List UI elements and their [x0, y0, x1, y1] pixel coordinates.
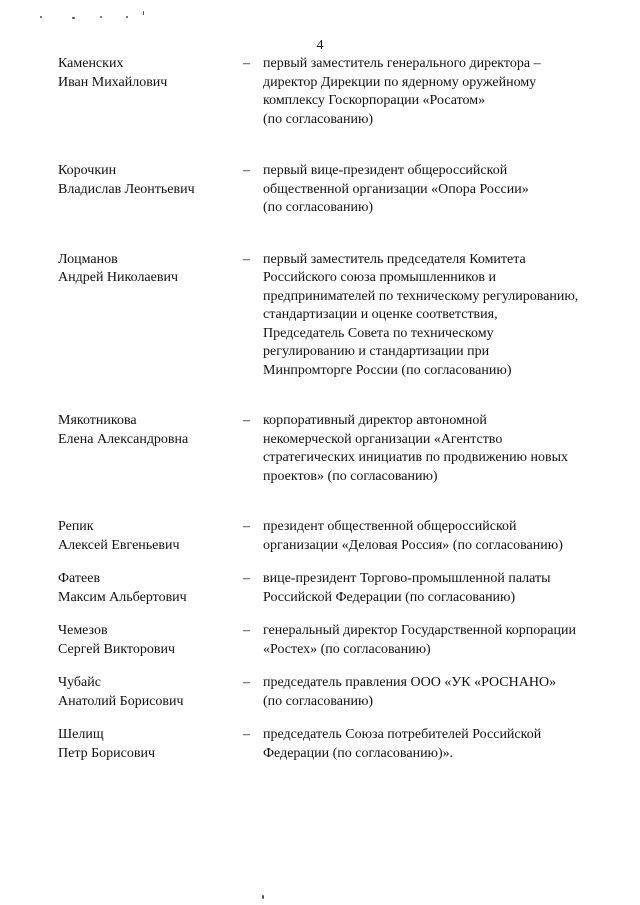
member-position — [263, 570, 603, 607]
member-entry — [58, 726, 603, 763]
position-line: регулированию и стандартизации при — [263, 344, 490, 359]
members-list — [58, 55, 603, 763]
dash-separator: – — [243, 163, 250, 178]
member-given-names: Петр Борисович — [58, 745, 156, 761]
member-entry — [58, 251, 603, 381]
position-line: «Ростех» (по согласованию) — [263, 641, 431, 657]
position-line: (по согласованию) — [263, 200, 374, 215]
dash-separator: – — [243, 571, 250, 586]
member-name — [58, 622, 243, 659]
position-line: (по согласованию) — [263, 111, 374, 127]
member-surname: Каменских — [58, 56, 124, 71]
member-position — [263, 412, 603, 486]
dash-separator: – — [243, 675, 250, 690]
position-line: президент общественной общероссийской — [263, 519, 517, 534]
dash-separator: – — [243, 56, 250, 71]
member-name — [58, 251, 243, 288]
member-entry — [58, 622, 603, 659]
member-surname: Чубайс — [58, 675, 101, 690]
position-line: Российского союза промышленников и — [263, 270, 496, 285]
member-surname: Репик — [58, 519, 94, 534]
page-number: 4 — [316, 38, 324, 53]
position-line: директор Дирекции по ядерному оружейному — [263, 74, 537, 90]
member-position — [263, 726, 603, 763]
member-given-names: Максим Альбертович — [58, 589, 187, 605]
member-entry — [58, 162, 603, 218]
member-position — [263, 674, 603, 711]
position-line: первый вице-президент общероссийской — [263, 163, 508, 178]
dash-separator: – — [243, 413, 250, 428]
member-entry — [58, 674, 603, 711]
member-surname: Лоцманов — [58, 251, 118, 267]
member-entry — [58, 570, 603, 607]
position-line: общественной организации «Опора России» — [263, 181, 529, 197]
position-line: комплексу Госкорпорации «Росатом» — [263, 93, 486, 108]
member-surname: Фатеев — [58, 571, 101, 586]
scan-speck — [100, 16, 102, 18]
position-line: председатель правления ООО «УК «РОСНАНО» — [263, 675, 557, 690]
member-name — [58, 55, 243, 92]
position-line: председатель Союза потребителей Российской — [263, 727, 542, 742]
member-name — [58, 162, 243, 199]
position-line: первый заместитель председателя Комитета — [263, 251, 526, 267]
scan-speck — [72, 17, 75, 19]
member-position — [263, 162, 603, 218]
member-position — [263, 55, 603, 129]
position-line: Российской Федерации (по согласованию) — [263, 589, 516, 605]
member-name — [58, 518, 243, 555]
dash-separator: – — [243, 251, 250, 267]
member-given-names: Владислав Леонтьевич — [58, 181, 195, 197]
member-surname: Шелищ — [58, 727, 104, 742]
position-line: (по согласованию) — [263, 693, 374, 709]
scan-speck — [143, 11, 144, 15]
scan-speck — [126, 16, 128, 18]
member-surname: Мякотникова — [58, 413, 137, 428]
scan-speck — [262, 895, 264, 899]
member-given-names: Елена Александровна — [58, 431, 189, 447]
position-line: стандартизации и оценке соответствия, — [263, 307, 498, 322]
member-name — [58, 570, 243, 607]
member-entry — [58, 412, 603, 486]
position-line: вице-президент Торгово-промышленной палаты — [263, 571, 551, 586]
position-line: Минпромторге России (по согласованию) — [263, 362, 512, 378]
member-name — [58, 674, 243, 711]
position-line: организации «Деловая Россия» (по согласованию) — [263, 537, 563, 553]
member-given-names: Анатолий Борисович — [58, 693, 184, 709]
dash-separator: – — [243, 623, 250, 638]
member-given-names: Иван Михайлович — [58, 74, 168, 90]
dash-separator: – — [243, 519, 250, 534]
member-given-names: Алексей Евгеньевич — [58, 537, 180, 553]
member-entry — [58, 518, 603, 555]
dash-separator: – — [243, 727, 250, 742]
position-line: генеральный директор Государственной корпорации — [263, 623, 576, 638]
position-line: предпринимателей по техническому регулированию, — [263, 288, 579, 304]
member-name — [58, 412, 243, 449]
position-line: некомерческой организации «Агентство — [263, 431, 503, 447]
member-surname: Корочкин — [58, 163, 117, 178]
member-given-names: Андрей Николаевич — [58, 270, 178, 285]
member-position — [263, 518, 603, 555]
member-position — [263, 622, 603, 659]
member-surname: Чемезов — [58, 623, 108, 638]
member-given-names: Сергей Викторович — [58, 641, 176, 657]
position-line: проектов» (по согласованию) — [263, 468, 438, 484]
position-line: корпоративный директор автономной — [263, 413, 487, 428]
position-line: стратегических инициатив по продвижению новых — [263, 450, 569, 465]
member-position — [263, 251, 603, 381]
position-line: первый заместитель генерального директора – — [263, 56, 541, 71]
position-line: Председатель Совета по техническому — [263, 325, 494, 341]
position-line: Федерации (по согласованию)». — [263, 745, 454, 761]
member-name — [58, 726, 243, 763]
member-entry — [58, 55, 603, 129]
scan-speck — [40, 16, 42, 18]
